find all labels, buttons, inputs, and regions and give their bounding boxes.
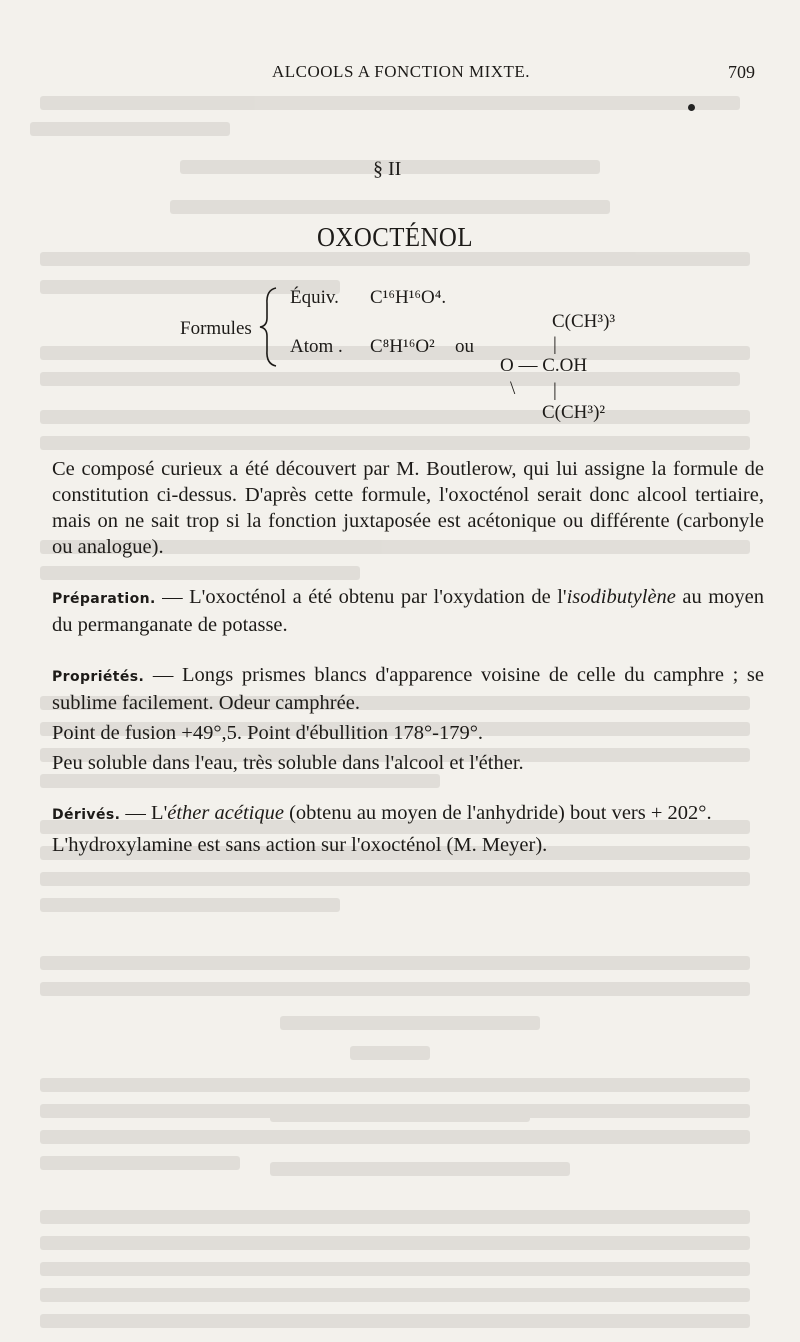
atom-formula: C⁸H¹⁶O² — [370, 336, 435, 357]
structure-bottom-group: C(CH³)² — [542, 402, 606, 423]
preparation-paragraph — [52, 584, 764, 638]
derivatives-heading: Dérivés. — [52, 807, 121, 823]
properties-paragraph — [52, 662, 764, 716]
page-number: 709 — [728, 62, 755, 82]
brace-symbol — [258, 286, 280, 368]
chapter-title: OXOCTÉNOL — [317, 222, 473, 252]
preparation-heading: Préparation. — [52, 591, 156, 607]
intro-text: Ce composé curieux a été découvert par M. Boutlerow, qui lui assigne la formule de constitution ci-dessus. D'après cette formule, l'oxocténol serait donc alcool tertiaire, mais on ne sait trop si la fonction juxtaposée est acétonique ou différente (carbonyle ou analogue). — [52, 458, 764, 558]
structure-middle-group: O — C.OH — [500, 355, 588, 376]
preparation-text-b: au moyen du permanganate de potasse. — [52, 586, 764, 636]
derivatives-paragraph — [52, 800, 764, 828]
equiv-label: Équiv. — [290, 287, 339, 308]
body-text — [52, 456, 764, 858]
formula-block — [0, 0, 800, 440]
formulas-label: Formules — [180, 318, 252, 339]
solubility-line — [52, 750, 764, 776]
structure-top-group: C(CH³)³ — [552, 311, 616, 332]
atom-label: Atom . — [290, 336, 343, 357]
preparation-italic: isodibutylène — [566, 586, 676, 608]
hydroxylamine-text: L'hydroxylamine est sans action sur l'oxocténol (M. Meyer). — [52, 834, 548, 856]
bond-vertical-lower: | — [553, 380, 557, 401]
solubility-text: Peu soluble dans l'eau, très soluble dans l'alcool et l'éther. — [52, 752, 524, 774]
properties-text: — Longs prismes blancs d'apparence voisine de celle du camphre ; se sublime facilement. Odeur camphrée. — [52, 664, 764, 714]
preparation-text-a: — L'oxocténol a été obtenu par l'oxydation de l' — [155, 586, 567, 608]
fusion-text: Point de fusion +49°,5. Point d'ébullition 178°-179°. — [52, 722, 484, 744]
properties-heading: Propriétés. — [52, 669, 145, 685]
derivatives-text-b: (obtenu au moyen de l'anhydride) bout vers + 202°. — [283, 802, 712, 824]
equiv-formula: C¹⁶H¹⁶O⁴. — [370, 287, 447, 308]
bond-vertical-upper: | — [553, 334, 557, 355]
or-word: ou — [455, 336, 474, 357]
derivatives-text-a: — L' — [120, 802, 168, 824]
running-head-title: ALCOOLS A FONCTION MIXTE. — [272, 62, 531, 81]
hydroxylamine-line — [52, 832, 764, 858]
intro-paragraph — [52, 456, 764, 560]
derivatives-italic: éther acétique — [167, 802, 284, 824]
section-number: § II — [373, 158, 402, 180]
bond-diagonal: \ — [510, 378, 516, 399]
fusion-line — [52, 720, 764, 746]
